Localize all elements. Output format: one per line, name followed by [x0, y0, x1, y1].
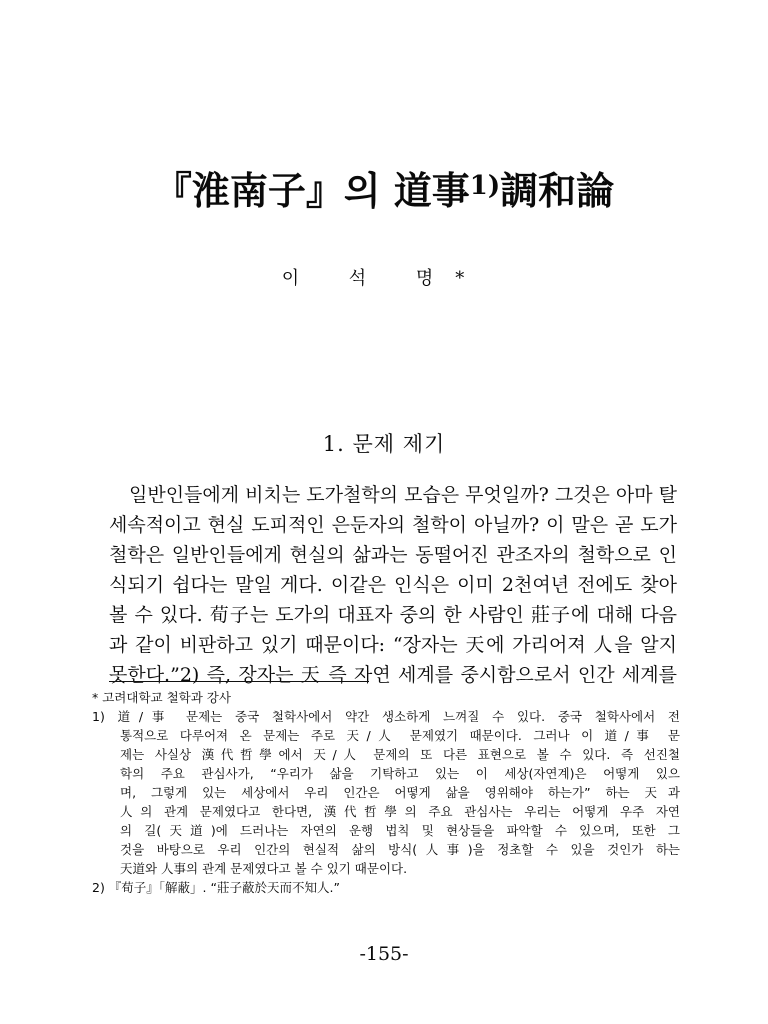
body-line: 못한다.”2) 즉, 장자는 天 즉 자연 세계를 중시함으로서 인간 세계를: [109, 664, 677, 686]
body-line: 식되기 쉽다는 말일 게다. 이같은 인식은 이미 2천여년 전에도 찾아: [109, 574, 677, 596]
paper-title: [0, 160, 768, 215]
body-line: 과 같이 비판하고 있기 때문이다: “장자는 天에 가리어져 人을 알지: [109, 634, 677, 656]
footnote-1-line: 제는 사실상 漢代哲學에서 天/人 문제의 또 다른 표현으로 볼 수 있다. 즉 선진철: [120, 747, 680, 762]
title-end: 調和論: [500, 168, 615, 213]
author-name: 이 석 명*: [281, 268, 487, 289]
footnote-1-line: 통적으로 다루어져 온 문제는 주로 天/人 문제였기 때문이다. 그러나 이 道/事 문: [120, 728, 680, 743]
footnote-1-line: 天道와 人事의 관계 문제였다고 볼 수 있기 때문이다.: [120, 861, 408, 876]
section-heading: 1. 문제 제기: [322, 432, 446, 456]
footnote-1-line: 며, 그렇게 있는 세상에서 우리 인간은 어떻게 삶을 영위해야 하는가” 하는 天과: [120, 785, 680, 800]
footnote-1-line: 人의 관계 문제였다고 한다면, 漢代哲學의 주요 관심사는 우리는 어떻게 우주 자연: [120, 804, 680, 819]
footnote-1-line: 1) 道/事 문제는 중국 철학사에서 약간 생소하게 느껴질 수 있다. 중국 철학사에서 전: [92, 709, 680, 724]
body-line: 세속적이고 현실 도피적인 은둔자의 철학이 아닐까? 이 말은 곧 도가: [109, 514, 677, 536]
title-footnote-mark: 1): [469, 171, 501, 201]
footnote-2: 2) 『荀子』「解蔽」. “莊子蔽於天而不知人.”: [92, 880, 340, 895]
footnotes: [92, 688, 680, 897]
footnote-1-line: 의 길(天道)에 드러나는 자연의 운행 법칙 및 현상들을 파악할 수 있으며, 또한 그: [120, 823, 680, 838]
title-main: 『淮南子』의 道事: [153, 168, 470, 213]
footnote-1-line: 학의 주요 관심사가, “우리가 삶을 기탁하고 있는 이 세상(자연계)은 어떻게 있으: [120, 766, 680, 781]
body-line: 일반인들에게 비치는 도가철학의 모습은 무엇일까? 그것은 아마 탈: [129, 484, 678, 506]
footnote-1-line: 것을 바탕으로 우리 인간의 현실적 삶의 방식(人事)을 정초할 수 있을 것인가 하는: [120, 842, 680, 857]
footnote-divider: [109, 681, 369, 682]
body-text: [109, 480, 677, 690]
footnote-star: * 고려대학교 철학과 강사: [92, 690, 231, 705]
body-line: 철학은 일반인들에게 현실의 삶과는 동떨어진 관조자의 철학으로 인: [109, 544, 677, 566]
body-line: 볼 수 있다. 荀子는 도가의 대표자 중의 한 사람인 莊子에 대해 다음: [109, 604, 677, 626]
page-number: -155-: [359, 943, 409, 965]
